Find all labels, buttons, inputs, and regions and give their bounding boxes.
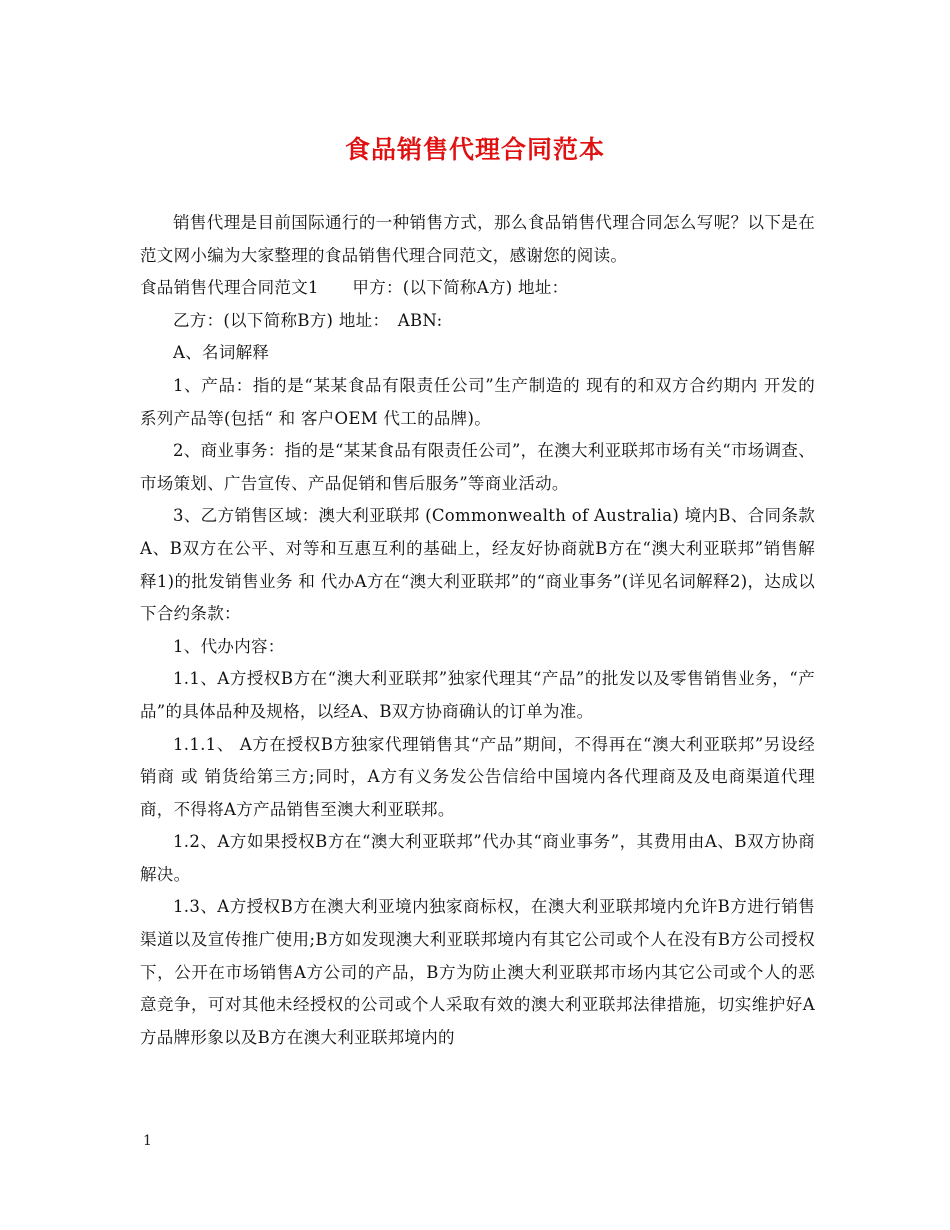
paragraph-party-a: 食品销售代理合同范文1 甲方：(以下简称A方) 地址：: [140, 278, 569, 298]
paragraph-clause-1-2: 1.2、A方如果授权B方在“澳大利亚联邦”代办其“商业事务”，其费用由A、B双方协商解决。: [140, 832, 815, 884]
paragraph-clause-1-1-1: 1.1.1、 A方在授权B方独家代理销售其“产品”期间，不得再在“澳大利亚联邦”另设经销商 或 销货给第三方;同时，A方有义务发公告信给中国境内各代理商及及电商渠道代理商，不得将A方产品销售至澳大利亚联邦。: [140, 734, 815, 819]
paragraph-intro: 销售代理是目前国际通行的一种销售方式，那么食品销售代理合同怎么写呢？以下是在范文网小编为大家整理的食品销售代理合同范文，感谢您的阅读。: [140, 213, 815, 265]
paragraph-section-a-heading: A、名词解释: [173, 343, 270, 363]
page-number: 1: [143, 1133, 152, 1149]
paragraph-definition-business: 2、商业事务：指的是“某某食品有限责任公司”，在澳大利亚联邦市场有关“市场调查、市场策划、广告宣传、产品促销和售后服务”等商业活动。: [140, 441, 815, 493]
paragraph-agency-content: 1、代办内容：: [173, 636, 285, 656]
paragraph-clause-1-3: 1.3、A方授权B方在澳大利亚境内独家商标权，在澳大利亚联邦境内允许B方进行销售渠道以及宣传推广使用;B方如发现澳大利亚联邦境内有其它公司或个人在没有B方公司授权下，公开在市场销售A方公司的产品，B方为防止澳大利亚联邦市场内其它公司或个人的恶意竞争，可对其他未经授权的公司或个人采取有效的澳大利亚联邦法律措施，切实维护好A方品牌形象以及B方在澳大利亚联邦境内的: [140, 897, 815, 1047]
document-body: [140, 207, 815, 1054]
paragraph-definition-product: 1、产品：指的是“某某食品有限责任公司”生产制造的 现有的和双方合约期内 开发的系列产品等(包括“ 和 客户OEM 代工的品牌)。: [140, 375, 815, 428]
paragraph-clause-1-1: 1.1、A方授权B方在“澳大利亚联邦”独家代理其“产品”的批发以及零售销售业务，“产品”的具体品种及规格，以经A、B双方协商确认的订单为准。: [140, 669, 815, 721]
document-title: 食品销售代理合同范本: [344, 135, 605, 164]
paragraph-party-b: 乙方：(以下简称B方) 地址： ABN:: [173, 310, 443, 330]
paragraph-sales-region: 3、乙方销售区域：澳大利亚联邦 (Commonwealth of Australia) 境内B、合同条款A、B双方在公平、对等和互惠互利的基础上，经友好协商就B方在“澳大利亚联邦”销售解释1)的批发销售业务 和 代办A方在“澳大利亚联邦”的“商业事务”(详见名词解释2)，达成以下合约条款：: [140, 506, 815, 624]
